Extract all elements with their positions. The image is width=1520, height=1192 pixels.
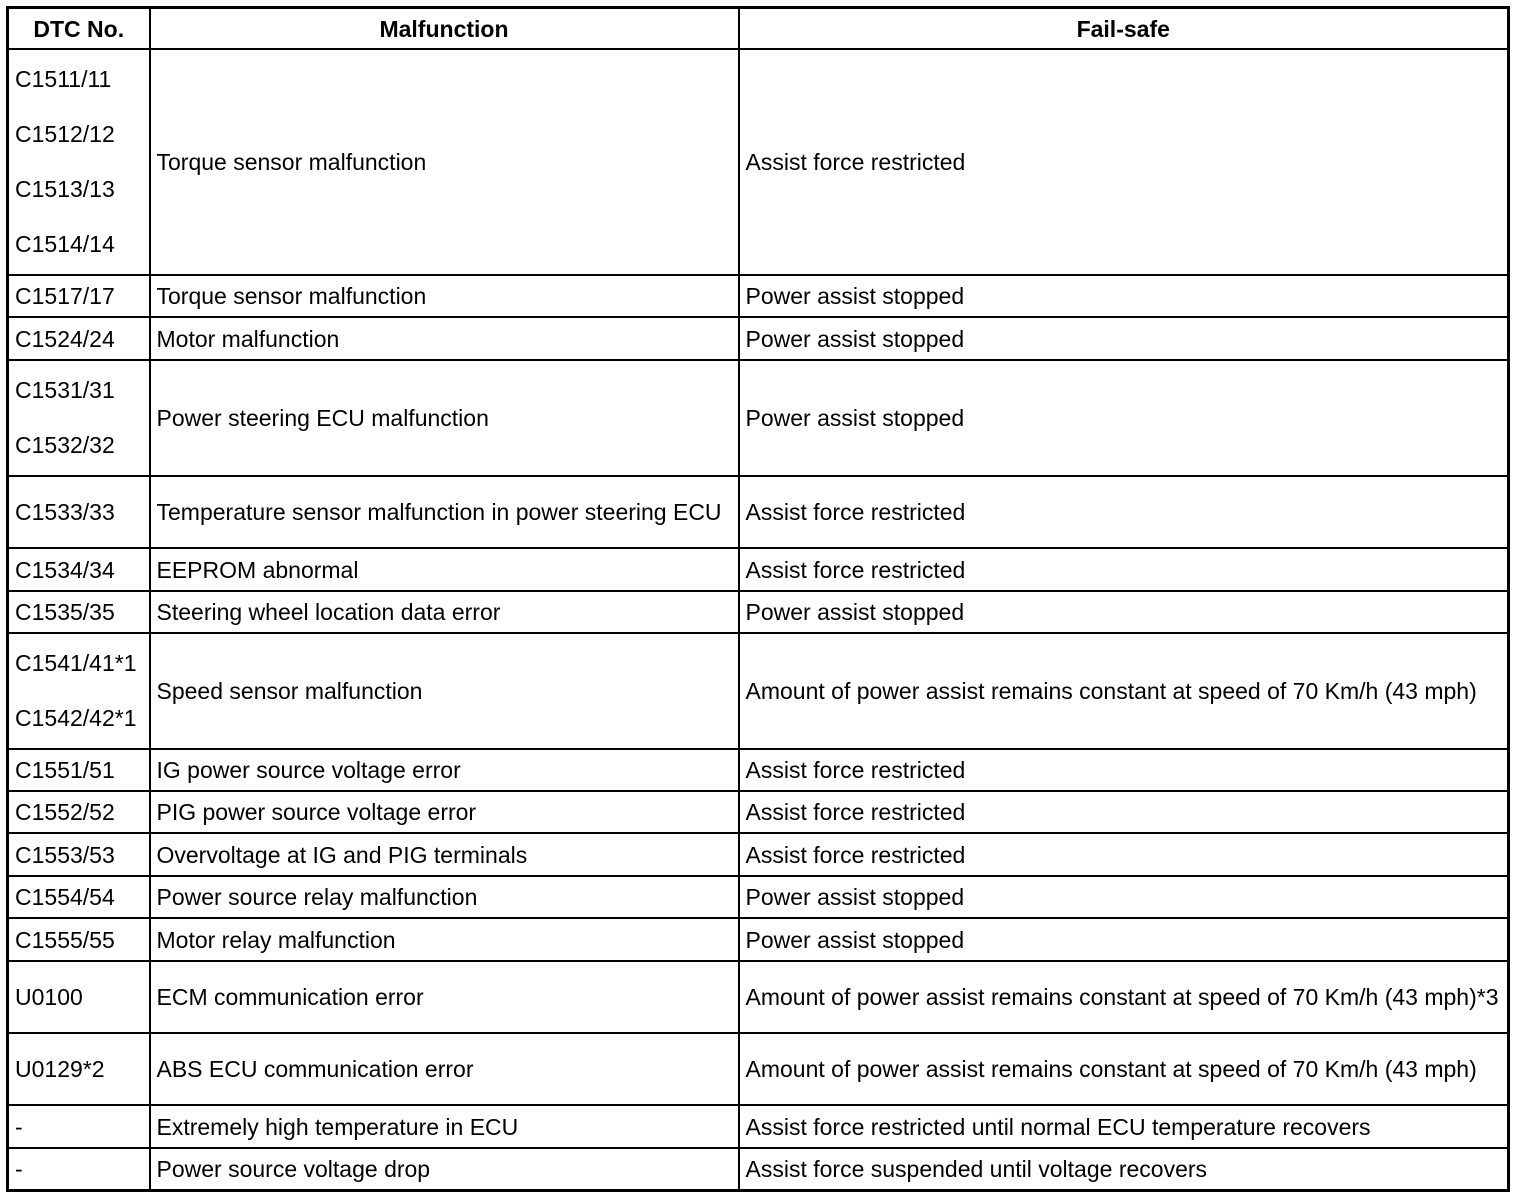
dtc-table [6,6,1510,1192]
table-row [8,633,1509,749]
malfunction-cell: IG power source voltage error [150,749,739,791]
malfunction-cell: Power source relay malfunction [150,876,739,918]
malfunction-cell: ABS ECU communication error [150,1033,739,1105]
table-row [8,876,1509,918]
table-row [8,591,1509,633]
malfunction-cell: Speed sensor malfunction [150,633,739,749]
failsafe-cell: Power assist stopped [739,360,1509,476]
failsafe-cell: Power assist stopped [739,876,1509,918]
malfunction-cell: Motor malfunction [150,317,739,360]
dtc-cell: C1552/52 [8,791,150,833]
failsafe-cell: Assist force restricted [739,833,1509,876]
malfunction-cell: Power steering ECU malfunction [150,360,739,476]
dtc-cell: C1517/17 [8,275,150,317]
table-row [8,1148,1509,1190]
table-row [8,1105,1509,1148]
dtc-cell: C1534/34 [8,548,150,591]
failsafe-cell: Power assist stopped [739,918,1509,961]
table-row [8,275,1509,317]
malfunction-cell: Power source voltage drop [150,1148,739,1190]
dtc-code: C1514/14 [15,231,115,257]
header-dtc-no: DTC No. [8,8,150,50]
table-row [8,548,1509,591]
failsafe-cell: Assist force suspended until voltage recovers [739,1148,1509,1190]
table-row [8,961,1509,1033]
table-row [8,791,1509,833]
malfunction-cell: Motor relay malfunction [150,918,739,961]
malfunction-cell: Overvoltage at IG and PIG terminals [150,833,739,876]
malfunction-cell: Torque sensor malfunction [150,275,739,317]
failsafe-cell: Assist force restricted until normal ECU temperature recovers [739,1105,1509,1148]
dtc-cell: U0129*2 [8,1033,150,1105]
malfunction-cell: PIG power source voltage error [150,791,739,833]
malfunction-cell: EEPROM abnormal [150,548,739,591]
table-row [8,360,1509,476]
dtc-cell: C1533/33 [8,476,150,548]
header-row [8,8,1509,50]
failsafe-cell: Assist force restricted [739,749,1509,791]
failsafe-cell: Amount of power assist remains constant at speed of 70 Km/h (43 mph)*3 [739,961,1509,1033]
dtc-cell [8,633,150,749]
failsafe-cell: Assist force restricted [739,49,1509,275]
header-fail-safe: Fail-safe [739,8,1509,50]
malfunction-cell: ECM communication error [150,961,739,1033]
dtc-cell [8,49,150,275]
dtc-code: C1513/13 [15,176,115,202]
dtc-code: C1531/31 [15,377,115,403]
failsafe-cell: Amount of power assist remains constant at speed of 70 Km/h (43 mph) [739,633,1509,749]
dtc-code: C1532/32 [15,432,115,458]
dtc-code: C1512/12 [15,121,115,147]
dtc-cell: - [8,1148,150,1190]
dtc-cell: C1555/55 [8,918,150,961]
failsafe-cell: Power assist stopped [739,591,1509,633]
dtc-cell: C1554/54 [8,876,150,918]
failsafe-cell: Amount of power assist remains constant at speed of 70 Km/h (43 mph) [739,1033,1509,1105]
dtc-cell [8,360,150,476]
malfunction-cell: Extremely high temperature in ECU [150,1105,739,1148]
table-row [8,49,1509,275]
dtc-cell: C1551/51 [8,749,150,791]
failsafe-cell: Assist force restricted [739,476,1509,548]
malfunction-cell: Torque sensor malfunction [150,49,739,275]
failsafe-cell: Power assist stopped [739,275,1509,317]
table-row [8,1033,1509,1105]
malfunction-cell: Steering wheel location data error [150,591,739,633]
header-malfunction: Malfunction [150,8,739,50]
failsafe-cell: Power assist stopped [739,317,1509,360]
table-row [8,833,1509,876]
dtc-cell: C1535/35 [8,591,150,633]
malfunction-cell: Temperature sensor malfunction in power steering ECU [150,476,739,548]
dtc-code: C1511/11 [15,66,112,92]
dtc-cell: C1553/53 [8,833,150,876]
dtc-cell: U0100 [8,961,150,1033]
failsafe-cell: Assist force restricted [739,791,1509,833]
table-row [8,749,1509,791]
dtc-cell: C1524/24 [8,317,150,360]
dtc-code: C1542/42*1 [15,705,137,731]
table-row [8,476,1509,548]
table-row [8,918,1509,961]
failsafe-cell: Assist force restricted [739,548,1509,591]
dtc-cell: - [8,1105,150,1148]
table-row [8,317,1509,360]
dtc-code: C1541/41*1 [15,650,137,676]
